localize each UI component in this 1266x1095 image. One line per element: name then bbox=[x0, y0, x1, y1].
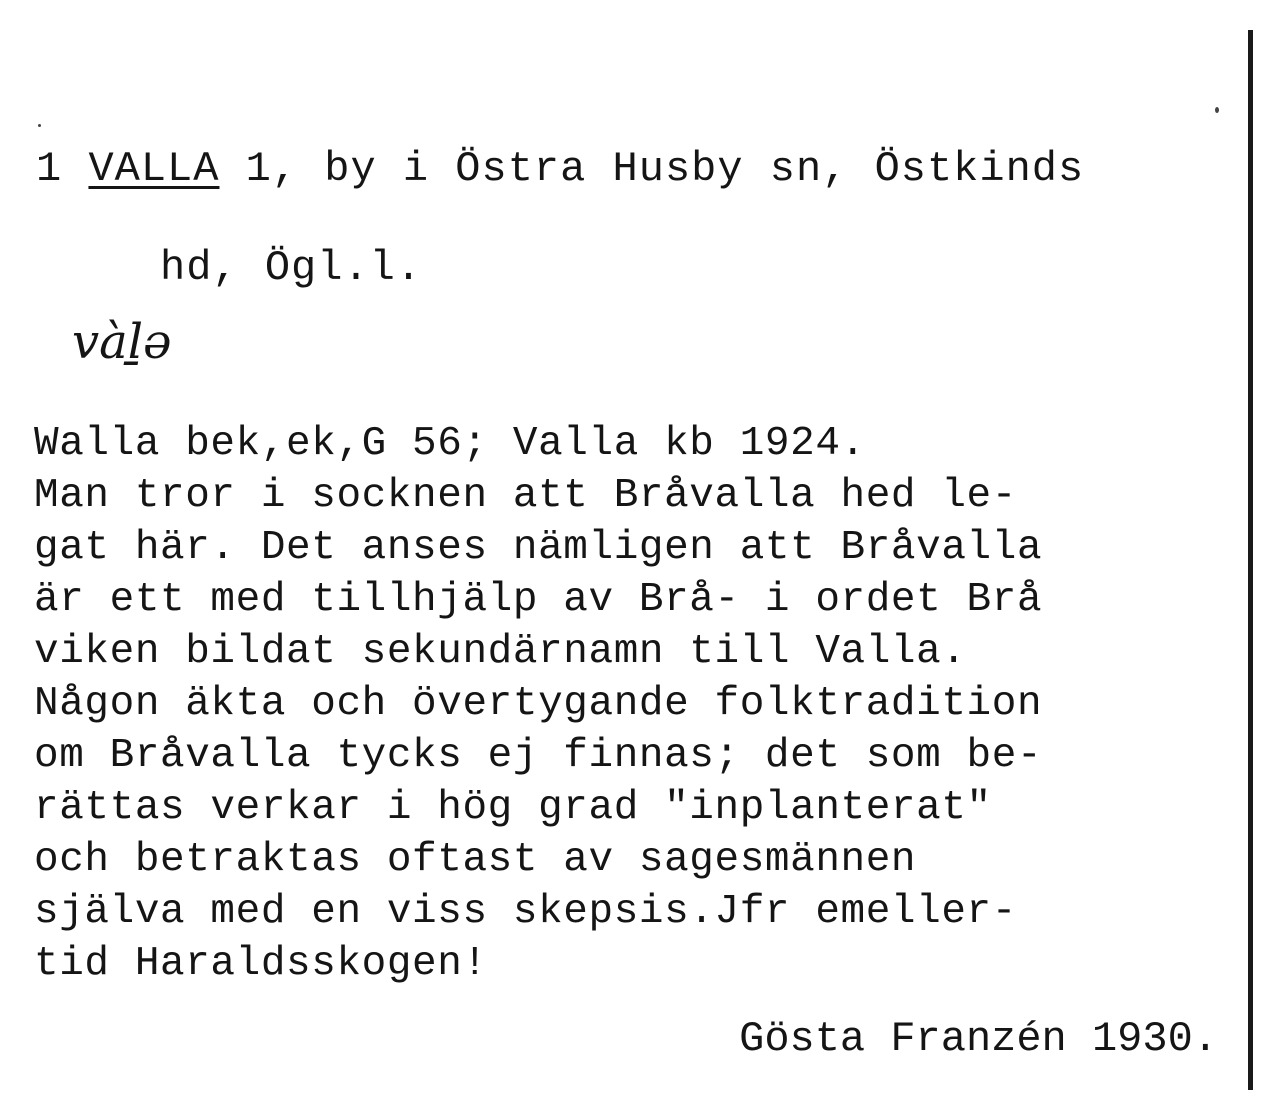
entry-number: 1 bbox=[36, 145, 63, 193]
headword: VALLA bbox=[88, 145, 220, 193]
body-line: och betraktas oftast av sagesmännen bbox=[34, 837, 917, 883]
card-edge-line bbox=[1248, 30, 1253, 1090]
body-line: själva med en viss skepsis.Jfr emeller- bbox=[34, 889, 1017, 935]
body-line: är ett med tillhjälp av Brå- i ordet Brå bbox=[34, 577, 1043, 623]
body-line: Någon äkta och övertygande folktradition bbox=[34, 681, 1043, 727]
heading-line-2: hd, Ögl.l. bbox=[160, 244, 423, 292]
phonetic-transcription: vàḻə bbox=[72, 314, 172, 370]
heading-line-1 bbox=[36, 145, 1085, 193]
body-line: viken bildat sekundärnamn till Valla. bbox=[34, 629, 967, 675]
signature: Gösta Franzén 1930. bbox=[739, 1015, 1218, 1063]
body-text bbox=[34, 418, 1239, 990]
ink-speck bbox=[38, 124, 41, 127]
body-line: om Bråvalla tycks ej finnas; det som be- bbox=[34, 733, 1043, 779]
body-line: Walla bek,ek,G 56; Valla kb 1924. bbox=[34, 421, 866, 467]
body-line: Man tror i socknen att Bråvalla hed le- bbox=[34, 473, 1017, 519]
ink-speck bbox=[1215, 107, 1219, 113]
body-line: tid Haraldsskogen! bbox=[34, 941, 488, 987]
heading-location: 1, by i Östra Husby sn, Östkinds bbox=[219, 145, 1085, 193]
body-line: rättas verkar i hög grad "inplanterat" bbox=[34, 785, 992, 831]
body-line: gat här. Det anses nämligen att Bråvalla bbox=[34, 525, 1043, 571]
